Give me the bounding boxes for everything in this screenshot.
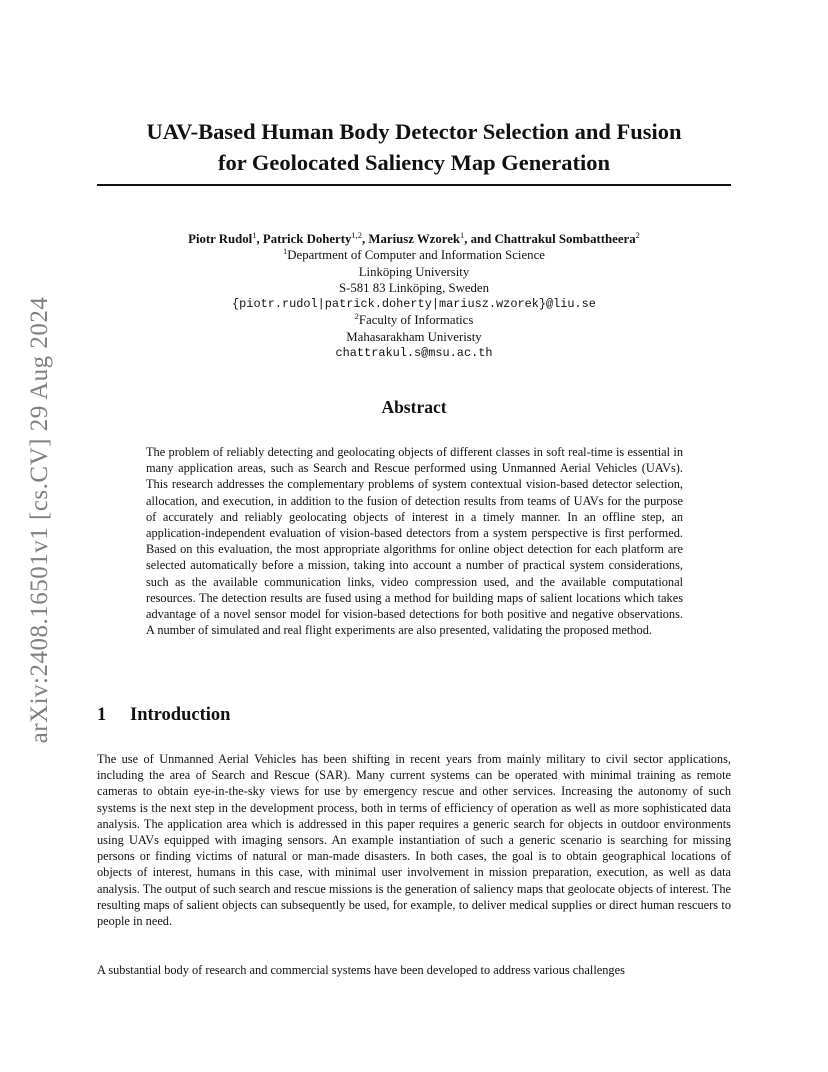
author-sep: ,: [362, 232, 369, 246]
author-2-sup: 1,2: [351, 230, 363, 240]
author-names: [97, 231, 731, 247]
author-4: Chattrakul Sombattheera: [494, 232, 636, 246]
title-rule: [97, 184, 731, 186]
author-4-sup: 2: [635, 230, 640, 240]
author-3: Mariusz Wzorek: [368, 232, 460, 246]
intro-paragraph-1: The use of Unmanned Aerial Vehicles has been shifting in recent years from mainly military to civil sector applications, including the area of Search and Rescue (SAR). Many current systems can be operated with minimal training as remote cameras to obtain eye-in-the-sky views for use by emergency rescue and other services. Increasing the autonomy of such systems is the next step in the development process, both in terms of efficiency of operation as well as more sophisticated data analysis. The application area which is addressed in this paper requires a generic search for objects in outdoor environments using UAVs equipped with imaging sensors. An example instantiation of such a generic scenario is searching for missing persons or finding victims of natural or man-made disasters. In both cases, the goal is to obtain geographical locations of objects of interest, humans in this case, with minimal user involvement in mission preparation, execution, as well as data analysis. The output of such search and rescue missions is the generation of saliency maps that geolocate objects of interest. The resulting maps of salient objects can subsequently be used, for example, to deliver medical supplies or direct human rescuers to people in need.: [97, 752, 731, 929]
affiliation-1-sup: 1: [283, 246, 288, 257]
intro-paragraph-2: A substantial body of research and commercial systems have been developed to address various challenges: [97, 963, 625, 977]
abstract-heading: Abstract: [381, 397, 447, 417]
author-1: Piotr Rudol: [188, 232, 253, 246]
affiliation-2-univ: Mahasarakham Univeristy: [346, 329, 482, 344]
abstract-text: The problem of reliably detecting and geolocating objects of different classes in soft real-time is essential in many application areas, such as Search and Rescue performed using Unmanned Aerial Vehicles (UAVs). This research addresses the complementary problems of system contextual vision-based detector selection, allocation, and execution, in addition to the fusion of detection results from teams of UAVs for the purpose of accurately and reliably geolocating objects of interest in a timely manner. In an offline step, an application-independent evaluation of vision-based detectors from a system perspective is first performed. Based on this evaluation, the most appropriate algorithms for online object detection for each platform are selected automatically before a mission, taking into account a number of practical system considerations, such as the available communication links, video compression used, and the available computational resources. The detection results are fused using a method for building maps of salient locations which takes advantage of a novel sensor model for vision-based detections for both positive and negative observations. A number of simulated and real flight experiments are also presented, validating the proposed method.: [146, 445, 683, 638]
author-sep: ,: [256, 232, 263, 246]
affiliation-1-univ: Linköping University: [358, 264, 470, 279]
section-title: Introduction: [130, 705, 231, 725]
author-sep: , and: [464, 232, 495, 246]
section-heading: [97, 705, 230, 726]
title-line-1: UAV-Based Human Body Detector Selection and Fusion: [146, 119, 682, 144]
affiliation-1-address: S-581 83 Linköping, Sweden: [338, 280, 489, 295]
author-3-sup: 1: [460, 230, 465, 240]
arxiv-id: arXiv:2408.16501v1 [cs.CV] 29 Aug 2024: [26, 296, 53, 744]
affiliation-2-dept: [97, 312, 731, 328]
affiliation-2-sup: 2: [354, 311, 359, 322]
author-block: [97, 231, 731, 361]
affiliation-1-dept: [97, 247, 731, 263]
affiliation-2-dept-text: Faculty of Informatics: [358, 313, 474, 328]
author-1-sup: 1: [252, 230, 257, 240]
title-line-2: for Geolocated Saliency Map Generation: [217, 150, 611, 175]
affiliation-1-dept-text: Department of Computer and Information Science: [287, 248, 545, 263]
affiliation-2-email: chattrakul.s@msu.ac.th: [335, 346, 493, 361]
author-2: Patrick Doherty: [262, 232, 352, 246]
section-number: 1: [97, 705, 107, 725]
paper-title: [97, 116, 731, 178]
affiliation-1-email: {piotr.rudol|patrick.doherty|mariusz.wzorek}@liu.se: [232, 297, 596, 312]
